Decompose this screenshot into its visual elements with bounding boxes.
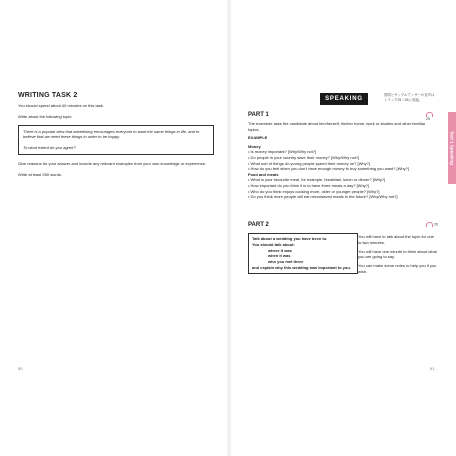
cue-line-3: and explain why this wedding was important to you. <box>252 264 351 270</box>
part1-intro: The examiner asks the candidate about him/herself, his/her home, work or studies and other familiar topics. <box>248 121 426 132</box>
part2-instructions <box>358 234 438 278</box>
question-item: • Do you think more people will eat microwaved meals in the future? [Why/Why not?] <box>248 194 398 200</box>
topic-statement: There is a popular view that advertising encourages everyone to want the same things in life, and to believe that we need these things in order to be happy. <box>23 128 200 140</box>
speaking-badge: SPEAKING <box>320 93 368 105</box>
topic-instruction: Write about the following topic: <box>18 113 73 119</box>
topic-heading-money: Money <box>248 143 261 149</box>
topic-heading-food: Food and meals <box>248 171 279 177</box>
cue-line-2: You should talk about: <box>252 241 295 247</box>
cue-point: where it was <box>268 247 292 253</box>
left-page-content <box>18 92 214 183</box>
instruction-item: You will have to talk about the topic for one to two minutes. <box>358 234 434 245</box>
instruction-item: You will have one minute to think about what you are going to say. <box>358 248 437 260</box>
question-item: • Do people in your country save their money? [Why/Why not?] <box>248 154 360 160</box>
question-item: • How do you feel when you don't have enough money to buy something you want? [Why?] <box>248 166 409 172</box>
question-item: • Who do you think enjoys cooking more, older or younger people? [Why?] <box>248 188 380 194</box>
length-instruction: Write at least 250 words. <box>18 171 62 177</box>
reasons-instruction: Give reasons for your answer and include any relevant examples from your own knowledge or experience. <box>18 160 207 166</box>
section-side-tab <box>448 112 456 184</box>
part1-heading: PART 1 <box>248 112 269 118</box>
cue-point: who you met there <box>268 259 304 265</box>
part2-track <box>426 222 438 227</box>
writing-task-title: WRITING TASK 2 <box>18 92 78 99</box>
right-page-number: 91 <box>430 366 435 371</box>
time-instruction: You should spend about 40 minutes on this task. <box>18 103 104 108</box>
cue-line-1: Talk about a wedding you have been to. <box>252 236 328 241</box>
left-page-number: 90 <box>18 366 23 371</box>
topic-box <box>18 125 214 155</box>
part1-section <box>248 112 436 200</box>
cue-point: when it was <box>268 253 291 259</box>
part2-header <box>248 222 438 228</box>
part2-track-number: 26 <box>434 222 438 227</box>
part1-track <box>426 112 436 121</box>
cue-card <box>248 233 358 274</box>
instruction-item: You can make some notes to help you if you wish. <box>358 263 437 274</box>
question-item: • What is your favourite meal, for example, breakfast, lunch or dinner? [Why?] <box>248 177 386 183</box>
headphones-icon <box>426 222 433 227</box>
question-item: • Is money important? [Why/Why not?] <box>248 149 317 155</box>
question-item: • What sort of things do young people spend their money on? [Why?] <box>248 160 370 166</box>
example-label: EXAMPLE <box>248 135 268 141</box>
book-gutter <box>226 0 232 456</box>
part2-heading: PART 2 <box>248 222 269 228</box>
question-item: • How important do you think it is to have three meals a day? [Why?] <box>248 182 370 188</box>
topic-question: To what extent do you agree? <box>23 145 76 151</box>
part1-track-number: 25 <box>426 117 430 121</box>
side-tab-label: Test 1 Speaking <box>449 131 455 165</box>
audio-track-note: 質問とサンプルアンサーの音声はトラック25〜26に収録。 <box>384 93 435 102</box>
